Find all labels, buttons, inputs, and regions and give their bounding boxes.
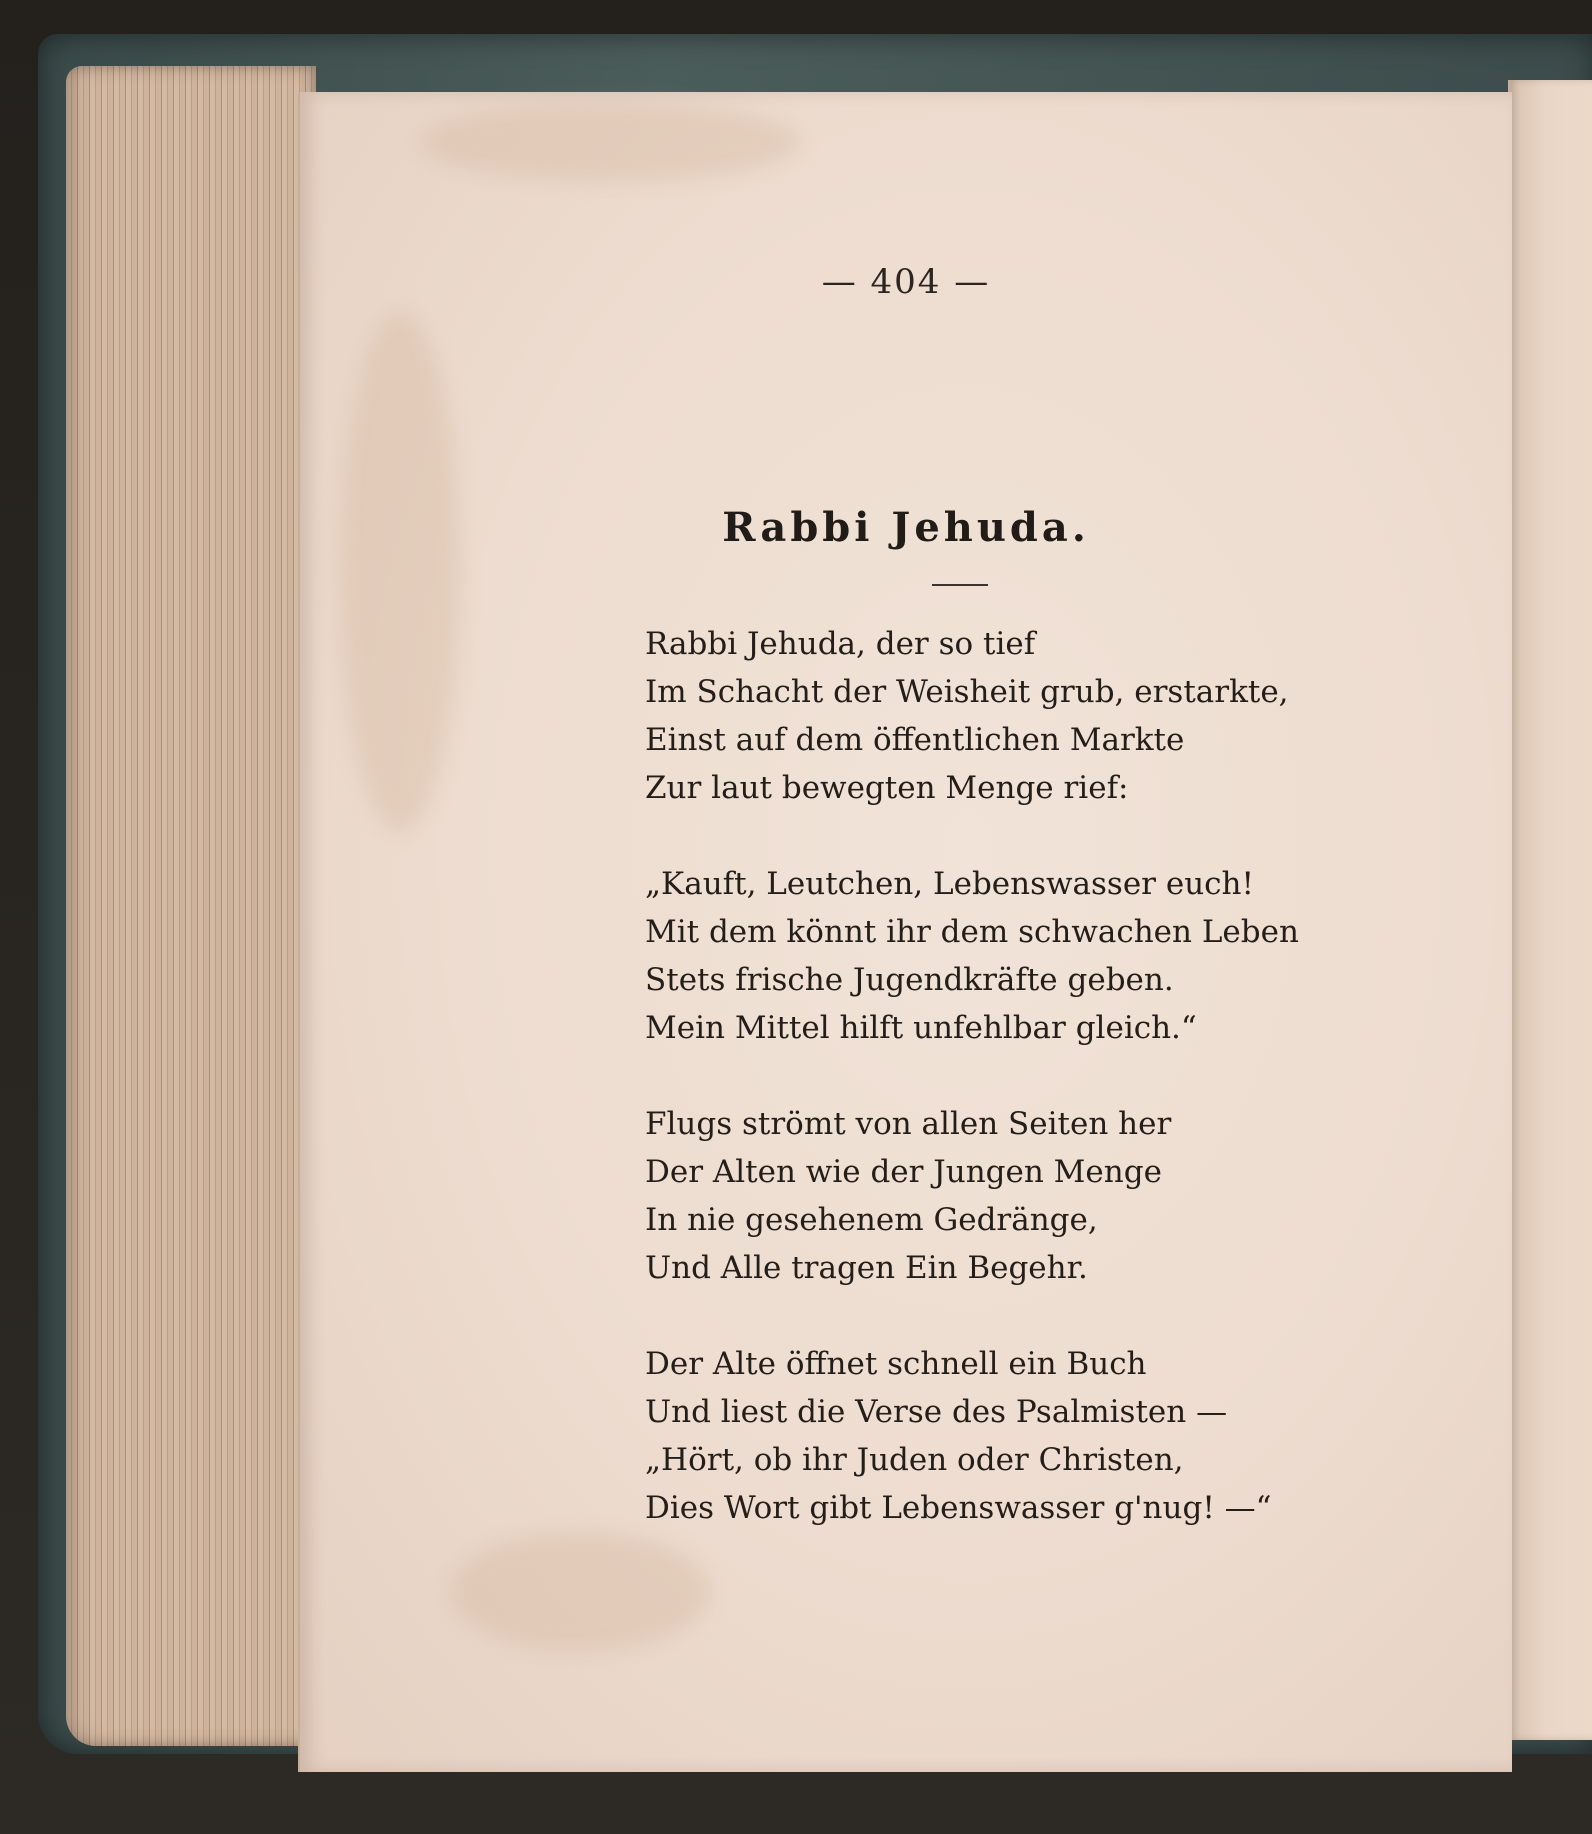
poem-line: Der Alte öffnet schnell ein Buch xyxy=(645,1346,1147,1382)
stanza xyxy=(645,1100,1405,1292)
next-page-edge xyxy=(1508,80,1592,1740)
page-number: — 404 — xyxy=(821,262,991,302)
poem-body xyxy=(645,620,1405,1580)
poem-line: Mein Mittel hilft unfehlbar gleich.“ xyxy=(645,1010,1197,1046)
stanza xyxy=(645,620,1405,812)
title-rule xyxy=(932,584,988,586)
poem-line: Einst auf dem öffentlichen Markte xyxy=(645,722,1185,758)
poem-line: Stets frische Jugendkräfte geben. xyxy=(645,962,1174,998)
poem-line: Und Alle tragen Ein Begehr. xyxy=(645,1250,1088,1286)
poem-line: „Kauft, Leutchen, Lebenswasser euch! xyxy=(645,866,1254,902)
paper-stain xyxy=(340,312,460,832)
poem-line: Flugs strömt von allen Seiten her xyxy=(645,1106,1172,1142)
poem-line: Und liest die Verse des Psalmisten — xyxy=(645,1394,1228,1430)
poem-line: Rabbi Jehuda, der so tief xyxy=(645,626,1036,662)
page-edges xyxy=(66,66,316,1746)
poem-line: Im Schacht der Weisheit grub, erstarkte, xyxy=(645,674,1289,710)
poem-line: Mit dem könnt ihr dem schwachen Leben xyxy=(645,914,1299,950)
book-page xyxy=(300,92,1512,1772)
poem-line: „Hört, ob ihr Juden oder Christen, xyxy=(645,1442,1184,1478)
poem-line: Zur laut bewegten Menge rief: xyxy=(645,770,1129,806)
poem-line: In nie gesehenem Gedränge, xyxy=(645,1202,1098,1238)
poem-title: Rabbi Jehuda. xyxy=(722,504,1090,551)
paper-stain xyxy=(420,102,800,182)
poem-line: Der Alten wie der Jungen Menge xyxy=(645,1154,1162,1190)
poem-line: Dies Wort gibt Lebenswasser g'nug! —“ xyxy=(645,1490,1272,1526)
stanza xyxy=(645,860,1405,1052)
stanza xyxy=(645,1340,1405,1532)
